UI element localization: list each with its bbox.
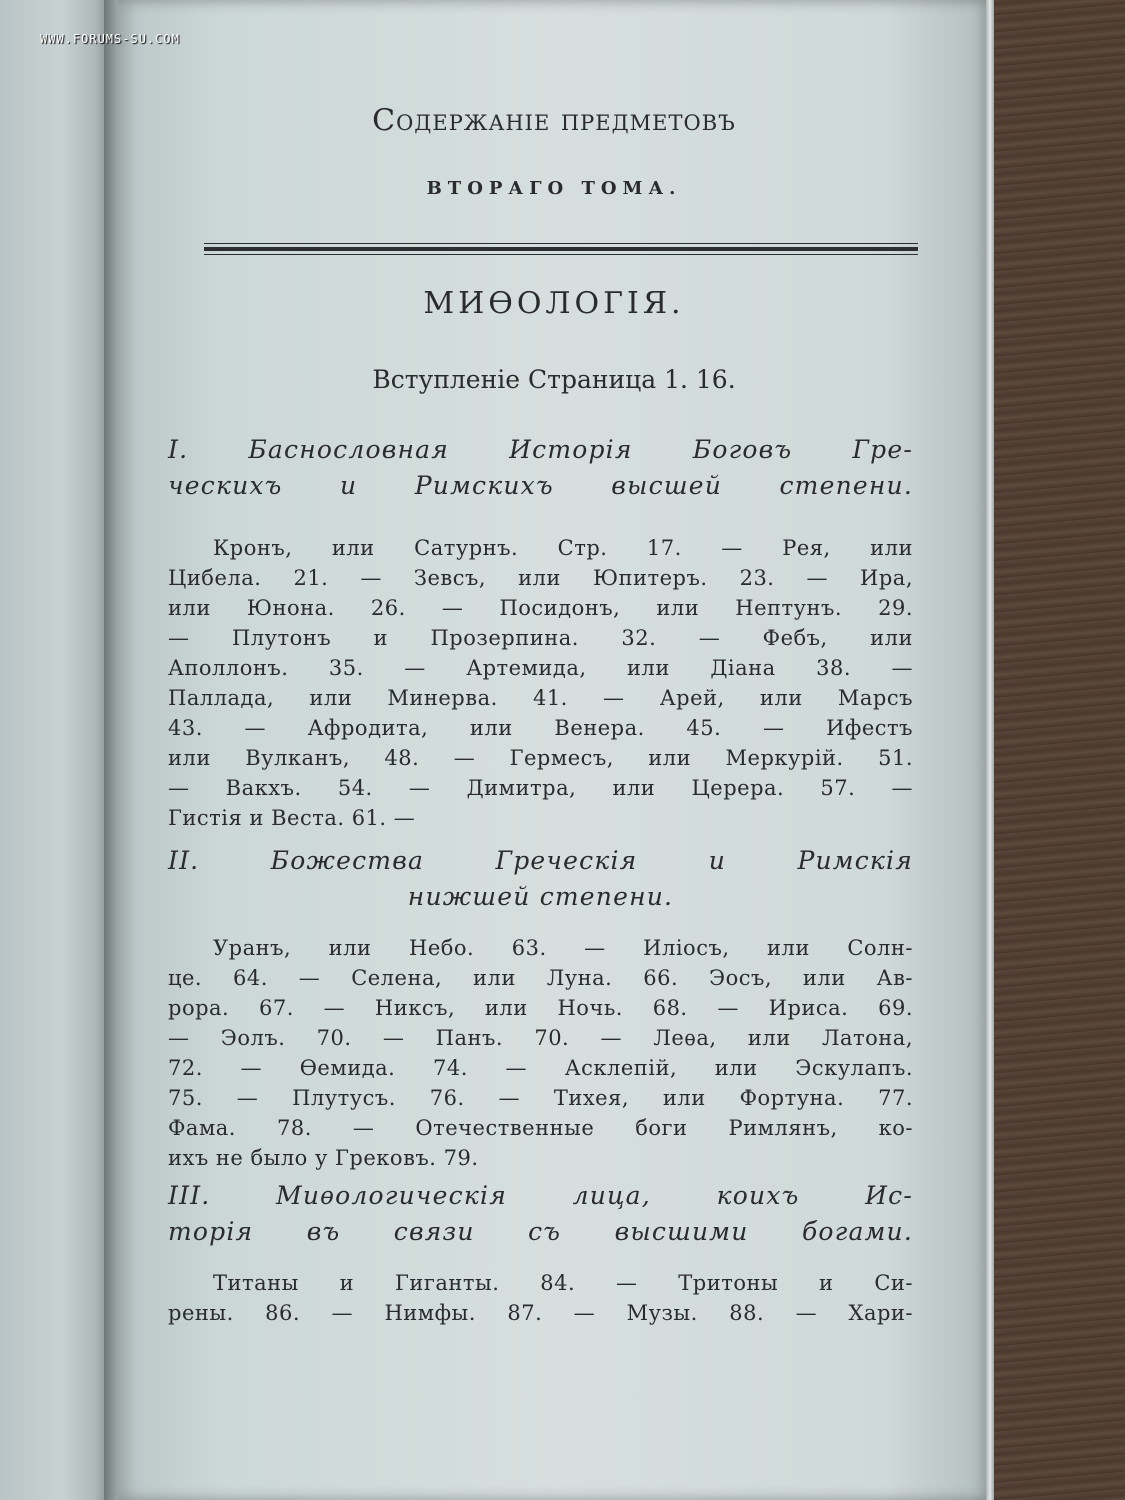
chapter-1-body-line: Кронъ, или Сатурнъ. Стр. 17. — Рея, или <box>213 536 913 560</box>
chapter-1-body-line: Гистія и Веста. 61. — <box>168 806 416 830</box>
chapter-1-body-line: — Плутонъ и Прозерпина. 32. — Фебъ, или <box>168 626 913 650</box>
chapter-1-body-line: Цибела. 21. — Зевсъ, или Юпитеръ. 23. — Ира, <box>168 566 913 590</box>
chapter-1-body-line: или Юнона. 26. — Посидонъ, или Нептунъ. 29. <box>168 596 913 620</box>
divider-rule-thin <box>204 254 918 255</box>
chapter-1-body <box>168 533 913 833</box>
chapter-1-body-line: Паллада, или Минерва. 41. — Арей, или Марсъ <box>168 686 913 710</box>
chapter-2-body-line: Уранъ, или Небо. 63. — Иліосъ, или Солн- <box>213 936 913 960</box>
chapter-1-heading-line: I. Баснословная Исторія Боговъ Гре- <box>168 435 913 464</box>
intro-line: Вступленіе Страница 1. 16. <box>372 365 736 394</box>
chapter-2-heading-line: II. Божества Греческія и Римскія <box>168 846 913 875</box>
section-title: МИѲОЛОГІЯ. <box>423 286 685 321</box>
chapter-2-body-line: ихъ не было у Грековъ. 79. <box>168 1146 479 1170</box>
chapter-2-body-line: — Эолъ. 70. — Панъ. 70. — Леѳа, или Латона, <box>168 1026 913 1050</box>
page-edge <box>986 0 994 1500</box>
chapter-2-heading-line: нижшей степени. <box>407 882 674 911</box>
chapter-2-body <box>168 933 913 1173</box>
chapter-1-body-line: Аполлонъ. 35. — Артемида, или Діана 38. — <box>168 656 913 680</box>
chapter-1-heading <box>168 432 913 504</box>
chapter-3-body-line: Титаны и Гиганты. 84. — Тритоны и Си- <box>213 1271 913 1295</box>
chapter-2-body-line: це. 64. — Селена, или Луна. 66. Эосъ, или Ав- <box>168 966 913 990</box>
chapter-2-body-line: Фама. 78. — Отечественные боги Римлянъ, ко- <box>168 1116 913 1140</box>
divider-rule-top <box>204 243 918 244</box>
watermark: WWW.FORUMS-SU.COM <box>40 32 180 46</box>
facing-page <box>0 0 112 1500</box>
divider-rule-thick <box>204 247 918 251</box>
chapter-3-heading-line: торія въ связи съ высшими богами. <box>168 1217 913 1246</box>
chapter-3-body-line: рены. 86. — Нимфы. 87. — Музы. 88. — Хари- <box>168 1301 913 1325</box>
chapter-1-body-line: или Вулканъ, 48. — Гермесъ, или Меркурій. 51. <box>168 746 913 770</box>
book-page <box>118 0 990 1500</box>
chapter-2-heading <box>168 843 913 915</box>
chapter-2-body-line: 72. — Ѳемида. 74. — Асклепій, или Эскулапъ. <box>168 1056 913 1080</box>
chapter-2-body-line: 75. — Плутусъ. 76. — Тихея, или Фортуна. 77. <box>168 1086 913 1110</box>
chapter-1-heading-line: ческихъ и Римскихъ высшей степени. <box>168 471 913 500</box>
chapter-1-body-line: — Вакхъ. 54. — Димитра, или Церера. 57. — <box>168 776 913 800</box>
page-title: Содержаніе предметовъ <box>372 103 736 138</box>
page-subtitle: ВТОРАГО ТОМА. <box>426 178 682 199</box>
chapter-1-body-line: 43. — Афродита, или Венера. 45. — Ифестъ <box>168 716 913 740</box>
chapter-3-heading-line: III. Миѳологическія лица, коихъ Ис- <box>168 1181 913 1210</box>
chapter-2-body-line: рора. 67. — Никсъ, или Ночь. 68. — Ириса. 69. <box>168 996 913 1020</box>
chapter-3-heading <box>168 1178 913 1250</box>
chapter-3-body <box>168 1268 913 1328</box>
table-surface <box>975 0 1125 1500</box>
